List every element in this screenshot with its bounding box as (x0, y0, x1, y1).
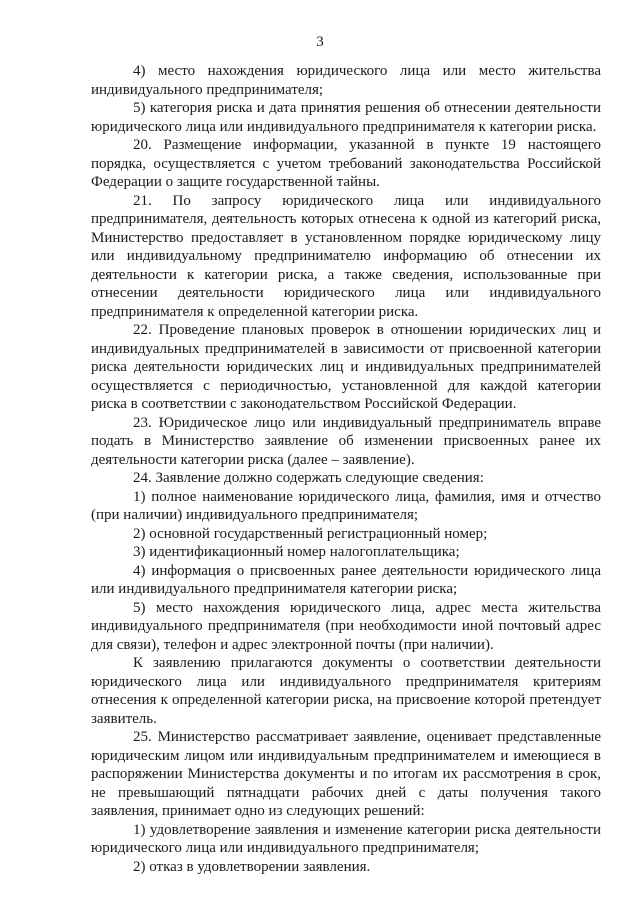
paragraph: 22. Проведение плановых проверок в отношении юридических лиц и индивидуальных предпринимателей в зависимости от присвоенной категории риска деятельности юридических лиц и индивидуальных предпринимателей осуществляется с периодичностью, установленной для каждой категории риска в соответствии с законодательством Российской Федерации. (91, 322, 601, 412)
paragraph: 3) идентификационный номер налогоплательщика; (133, 544, 460, 560)
paragraph: 1) удовлетворение заявления и изменение категории риска деятельности юридического лица или индивидуального предпринимателя; (91, 821, 601, 856)
paragraph: 1) полное наименование юридического лица, фамилия, имя и отчество (при наличии) индивидуального предпринимателя; (91, 488, 601, 523)
paragraph: 5) место нахождения юридического лица, адрес места жительства индивидуального предпринимателя (при необходимости иной почтовый адрес для связи), телефон и адрес электронной почты (при наличии). (91, 599, 601, 653)
paragraph: 2) основной государственный регистрационный номер; (133, 525, 488, 542)
paragraph: 24. Заявление должно содержать следующие сведения: (133, 470, 484, 486)
paragraph: 5) категория риска и дата принятия решения об отнесении деятельности юридического лица или индивидуального предпринимателя к категории риска. (91, 100, 601, 135)
paragraph: К заявлению прилагаются документы о соответствии деятельности юридического лица или индивидуального предпринимателя критериям отнесения к определенной категории риска, на присвоение которой претендует заявитель. (91, 655, 601, 727)
paragraph: 25. Министерство рассматривает заявление, оценивает представленные юридическим лицом или индивидуальным предпринимателем и имеющиеся в распоряжении Министерства документы и по итогам их рассмотрения в срок, не превышающий пятнадцати рабочих дней с даты получения такого заявления, принимает одно из следующих решений: (91, 729, 601, 819)
paragraph: 4) место нахождения юридического лица или место жительства индивидуального предпринимателя; (91, 63, 601, 98)
paragraph: 4) информация о присвоенных ранее деятельности юридического лица или индивидуального предпринимателя категории риска; (91, 562, 601, 597)
paragraph: 21. По запросу юридического лица или индивидуального предпринимателя, деятельность которых отнесена к одной из категорий риска, Министерство предоставляет в установленном порядке юридическому лицу или индивидуальному предпринимателю информацию об отнесении их деятельности к категории риска, а также сведения, использованные при отнесении деятельности юридического лица или индивидуального предпринимателя к определенной категории риска. (91, 192, 601, 320)
paragraph: 2) отказ в удовлетворении заявления. (133, 858, 371, 875)
document-body (91, 62, 601, 876)
paragraph: 20. Размещение информации, указанной в пункте 19 настоящего порядка, осуществляется с учетом требований законодательства Российской Федерации о защите государственной тайны. (91, 137, 601, 190)
paragraph: 23. Юридическое лицо или индивидуальный предприниматель вправе подать в Министерство заявление об изменении присвоенных ранее их деятельности категории риска (далее – заявление). (91, 414, 601, 468)
page-number: 3 (316, 34, 324, 50)
